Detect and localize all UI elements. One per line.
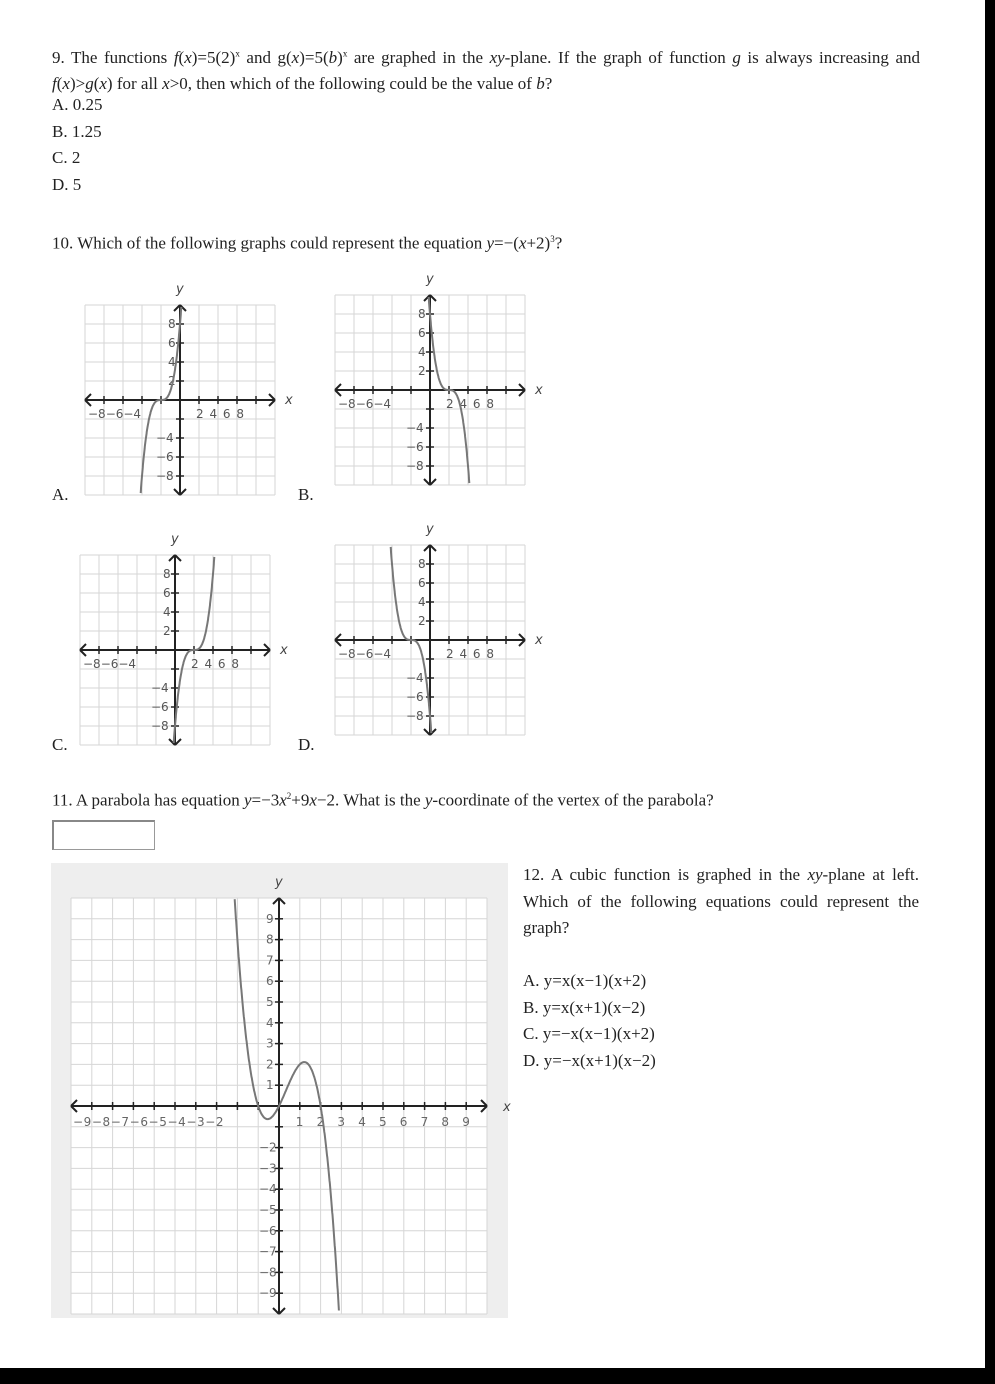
y-tick-label: 4 bbox=[418, 345, 426, 359]
y-tick-label: −3 bbox=[259, 1161, 277, 1176]
y-tick-label: 4 bbox=[163, 605, 171, 619]
x-axis-label: x bbox=[535, 633, 543, 648]
x-tick-label: 3 bbox=[337, 1115, 346, 1129]
y-tick-label: −6 bbox=[406, 440, 424, 454]
question-9-text: 9. The functions $f(x)=5(2)^x$ and $g(x)=5(b)^x$ are graphed in the xy-plane. If the graph of function g is always increasing and f(x)>g(x) for all x>0, then which of the following could be the value of b? bbox=[52, 47, 920, 93]
y-tick-label: 7 bbox=[266, 953, 274, 968]
y-tick-label: 4 bbox=[168, 355, 176, 369]
graph-a bbox=[80, 270, 305, 500]
q12-option-c[interactable]: C. y=−x(x−1)(x+2) bbox=[523, 1024, 655, 1043]
x-tick-label: 7 bbox=[420, 1115, 429, 1129]
q9-option-a[interactable]: A. 0.25 bbox=[52, 95, 103, 114]
question-10-text: 10. Which of the following graphs could represent the equation $y=-(x+2)^3$? bbox=[52, 233, 563, 253]
y-tick-label: −7 bbox=[259, 1244, 277, 1259]
y-tick-label: 8 bbox=[266, 932, 274, 947]
y-tick-label: 2 bbox=[418, 364, 426, 378]
y-tick-label: 3 bbox=[266, 1036, 274, 1051]
graph-c bbox=[75, 520, 300, 750]
q12-option-a[interactable]: A. y=x(x−1)(x+2) bbox=[523, 971, 647, 990]
y-tick-label: −6 bbox=[406, 690, 424, 704]
graph-a-label[interactable]: A. bbox=[52, 485, 69, 504]
y-tick-label: 6 bbox=[163, 586, 171, 600]
question-11-text: 11. A parabola has equation $y=-3x^2+9x-2$. What is the y-coordinate of the vertex of the parabola? bbox=[52, 790, 714, 810]
x-tick-label: 2 bbox=[316, 1115, 325, 1129]
y-tick-label: 8 bbox=[418, 557, 426, 571]
y-tick-label: −8 bbox=[406, 709, 424, 723]
answer-input[interactable] bbox=[52, 820, 155, 850]
x-axis-label: x bbox=[280, 643, 288, 658]
y-tick-label: 5 bbox=[266, 995, 274, 1009]
y-tick-label: −8 bbox=[259, 1265, 277, 1280]
x-axis-label: x bbox=[285, 393, 293, 408]
y-tick-label: −4 bbox=[151, 681, 169, 695]
y-axis-label: y bbox=[426, 272, 434, 287]
x-tick-labels-positive: 2 4 6 8 bbox=[196, 407, 245, 421]
x-tick-label: 9 bbox=[462, 1115, 470, 1129]
y-axis-label: y bbox=[426, 522, 434, 537]
y-tick-label: 8 bbox=[168, 317, 176, 331]
y-tick-label: 8 bbox=[163, 567, 171, 581]
y-tick-label: −6 bbox=[151, 700, 169, 714]
y-tick-label: −4 bbox=[406, 671, 424, 685]
y-tick-label: −8 bbox=[151, 719, 169, 733]
y-tick-label: 2 bbox=[163, 624, 171, 638]
y-tick-label: −2 bbox=[259, 1140, 277, 1155]
y-tick-label: 2 bbox=[266, 1057, 274, 1072]
y-tick-label: 4 bbox=[418, 595, 426, 609]
y-tick-label: 6 bbox=[266, 974, 274, 989]
y-tick-label: −8 bbox=[156, 469, 174, 483]
graph-c-label[interactable]: C. bbox=[52, 735, 68, 754]
y-axis-label: y bbox=[176, 282, 184, 297]
x-tick-labels-positive: 2 4 6 8 bbox=[446, 647, 495, 661]
y-tick-label: −6 bbox=[259, 1223, 277, 1238]
x-axis-label: x bbox=[535, 383, 543, 398]
x-tick-label: 4 bbox=[358, 1115, 366, 1129]
y-tick-label: −9 bbox=[259, 1286, 277, 1301]
q9-option-d[interactable]: D. 5 bbox=[52, 175, 82, 194]
x-tick-labels-negative: −8−6−4 bbox=[83, 657, 137, 671]
question-9 bbox=[52, 40, 920, 97]
y-tick-label: 6 bbox=[168, 336, 176, 350]
y-tick-label: −5 bbox=[259, 1203, 277, 1217]
q12-options bbox=[523, 968, 656, 1074]
y-tick-label: 4 bbox=[266, 1015, 274, 1030]
y-tick-label: 1 bbox=[266, 1078, 274, 1093]
graph-d bbox=[330, 510, 555, 750]
y-tick-label: 6 bbox=[418, 326, 426, 340]
y-tick-label: −4 bbox=[406, 421, 424, 435]
x-tick-labels-negative: −8−6−4 bbox=[338, 647, 392, 661]
x-tick-labels-positive: 2 4 6 8 bbox=[446, 397, 495, 411]
x-tick-label: 5 bbox=[379, 1115, 387, 1129]
graph-b-label[interactable]: B. bbox=[298, 485, 314, 504]
x-tick-labels-positive: 2 4 6 8 bbox=[191, 657, 240, 671]
y-tick-label: 2 bbox=[418, 614, 426, 628]
x-axis-label: x bbox=[503, 1100, 511, 1115]
x-tick-labels-negative: −9−8−7−6−5−4−3−2 bbox=[73, 1115, 225, 1129]
cubic-graph bbox=[51, 863, 511, 1318]
y-tick-label: −6 bbox=[156, 450, 174, 464]
q12-option-b[interactable]: B. y=x(x+1)(x−2) bbox=[523, 997, 646, 1017]
y-tick-label: 9 bbox=[266, 911, 274, 926]
y-tick-label: −8 bbox=[406, 459, 424, 473]
q9-option-b[interactable]: B. 1.25 bbox=[52, 122, 102, 141]
x-tick-label: 8 bbox=[441, 1115, 450, 1129]
x-tick-label: 6 bbox=[399, 1115, 408, 1129]
graph-b bbox=[330, 260, 555, 500]
question-12-text: 12. A cubic function is graphed in the xy-plane at left. Which of the following equations could represent the graph? bbox=[523, 865, 920, 937]
x-tick-label: 1 bbox=[295, 1115, 304, 1129]
y-tick-label: −4 bbox=[156, 431, 174, 445]
graph-d-label[interactable]: D. bbox=[298, 735, 315, 754]
y-tick-label: −4 bbox=[259, 1182, 277, 1197]
x-tick-labels-negative: −8−6−4 bbox=[338, 397, 392, 411]
q9-option-c[interactable]: C. 2 bbox=[52, 148, 81, 167]
y-tick-label: 2 bbox=[168, 374, 176, 388]
q12-option-d[interactable]: D. y=−x(x+1)(x−2) bbox=[523, 1050, 656, 1070]
x-tick-labels-negative: −8−6−4 bbox=[88, 407, 142, 421]
y-axis-label: y bbox=[171, 532, 179, 547]
y-tick-label: 6 bbox=[418, 576, 426, 590]
y-tick-label: 8 bbox=[418, 307, 426, 321]
y-axis-label: y bbox=[275, 875, 283, 890]
